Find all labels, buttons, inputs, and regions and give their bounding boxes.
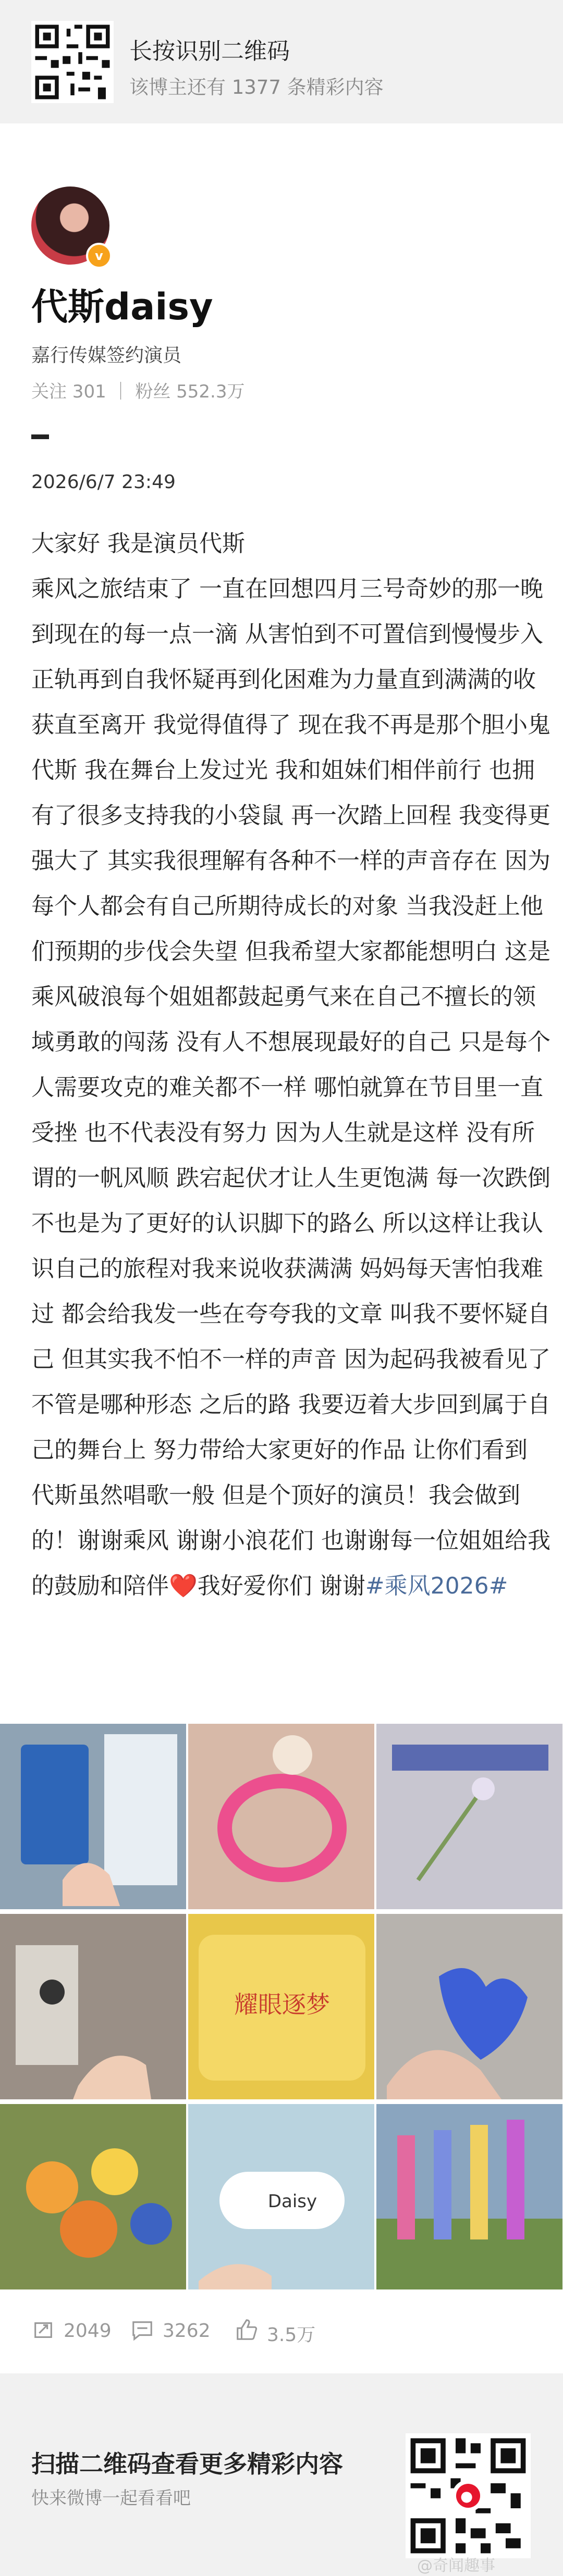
post-body: [31, 566, 553, 1609]
photo-grid: [0, 1724, 563, 2292]
banner-title: 长按识别二维码: [129, 38, 290, 65]
flag: [507, 2120, 524, 2239]
profile-name[interactable]: 代斯daisy: [31, 285, 213, 328]
flower: [60, 2200, 117, 2258]
cabinet: [16, 1945, 78, 2065]
like-icon: [235, 2318, 259, 2342]
comment-icon: [130, 2318, 154, 2342]
like-count: 3.5万: [267, 2324, 316, 2346]
verified-icon: v: [86, 243, 112, 269]
footer-title: 扫描二维码查看更多精彩内容: [31, 2450, 343, 2478]
photo-3[interactable]: [376, 1724, 562, 1909]
comment-count: 3262: [163, 2320, 211, 2342]
photo-7[interactable]: [0, 2104, 186, 2289]
post-tail: 我好爱你们 谢谢: [197, 1573, 365, 1599]
flag: [470, 2125, 488, 2239]
cards: [392, 1745, 548, 1771]
repost-icon: [31, 2318, 55, 2342]
photo-1[interactable]: [0, 1724, 186, 1909]
post-body-text: 乘风之旅结束了 一直在回想四月三号奇妙的那一晚到现在的每一点一滴 从害怕到不可置信到慢慢步入正轨再到自我怀疑再到化困难为力量直到满满的收获直至离开 我觉得值得了 现在我不再是那个胆小鬼代斯 我在舞台上发过光 我和姐妹们相伴前行 也拥有了很多支持我的小袋鼠 再一次踏上回程 我变得更强大了 其实我很理解有各种不一样的声音存在 因为每个人都会有自己所期待成长的对象 当我没赶上他们预期的步伐会失望 但我希望大家都能想明白 这是乘风破浪每个姐姐都鼓起勇气来在自己不擅长的领域勇敢的闯荡 没有人不想展现最好的自己 只是每个人需要攻克的难关都不一样 哪怕就算在节目里一直受挫 也不代表没有努力 因为人生就是这样 没有所谓的一帆风顺 跌宕起伏才让人生更饱满 每一次跌倒 不也是为了更好的认识脚下的路么 所以这样让我认识自己的旅程对我来说收获满满 妈妈每天害怕我难过 都会给我发一些在夸夸我的文章 叫我不要怀疑自己 但其实我不怕不一样的声音 因为起码我被看见了 不管是哪种形态 之后的路 我要迈着大步回到属于自己的舞台上 努力带给大家更好的作品 让你们看到 代斯虽然唱歌一般 但是个顶好的演员！我会做到的！谢谢乘风 谢谢小浪花们 也谢谢每一位姐姐给我的鼓励和陪伴: [31, 576, 550, 1599]
banner-subtitle: 该博主还有 1377 条精彩内容: [129, 76, 384, 98]
post-date: 2026/6/7 23:49: [31, 471, 176, 493]
photo-6[interactable]: [376, 1914, 562, 2099]
qr-banner[interactable]: [0, 0, 563, 123]
flag: [434, 2130, 451, 2239]
photo-5[interactable]: [188, 1914, 374, 2099]
footer-subtitle: 快来微博一起看看吧: [31, 2488, 191, 2509]
watermark: @奇闻趣事: [417, 2557, 495, 2575]
photo-5-label: 耀眼逐梦: [234, 1990, 330, 2019]
photo-9[interactable]: [376, 2104, 562, 2289]
photo-2[interactable]: [188, 1724, 374, 1909]
wall: [104, 1734, 177, 1885]
flower: [91, 2148, 138, 2195]
heart-emoji: ❤️: [169, 1573, 198, 1599]
camera: [40, 1980, 65, 2005]
profile-description: 嘉行传媒签约演员: [31, 345, 182, 366]
photo-8-label: Daisy: [267, 2191, 317, 2212]
photo-8[interactable]: [188, 2104, 374, 2289]
profile-stats: 关注 301 ｜ 粉丝 552.3万: [31, 381, 245, 402]
toy: [273, 1735, 312, 1775]
flower: [472, 1777, 495, 1800]
action-bar: [31, 2313, 532, 2349]
flower: [130, 2203, 172, 2245]
footer-qr[interactable]: [0, 2373, 563, 2576]
qr-code-icon: [31, 21, 114, 103]
flower: [26, 2161, 78, 2213]
post-greeting: 大家好 我是演员代斯: [31, 530, 245, 557]
repost-count: 2049: [64, 2320, 112, 2342]
blue-sign: [21, 1745, 89, 1864]
divider: [31, 434, 49, 439]
qr-code-icon: [406, 2433, 531, 2558]
hashtag-link[interactable]: #乘风2026#: [365, 1573, 508, 1599]
post-text: [31, 521, 553, 1609]
flag: [397, 2135, 415, 2239]
photo-4[interactable]: [0, 1914, 186, 2099]
